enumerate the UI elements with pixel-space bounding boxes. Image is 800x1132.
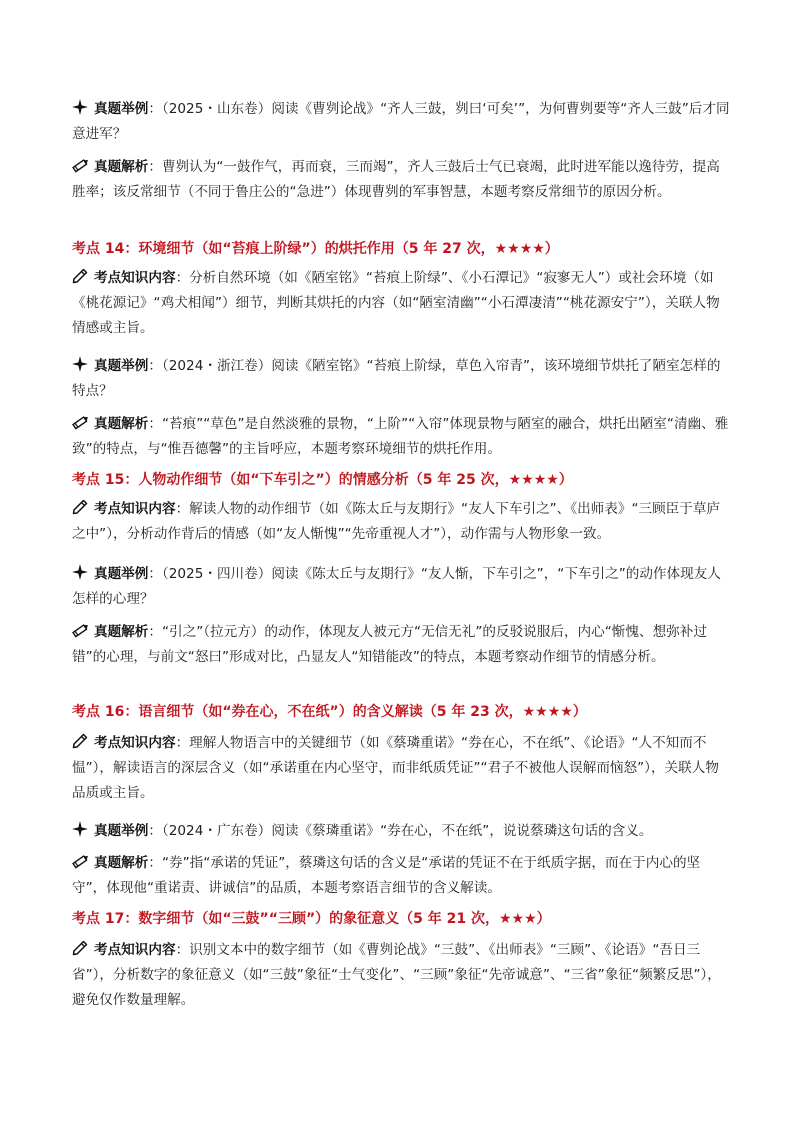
knowledge-content: 考点知识内容：理解人物语言中的关键细节（如《蔡璘重诺》“券在心，不在纸”、《论语》“人不知而不愠”），解读语言的深层含义（如“承诺重在内心坚守，而非纸质凭证”“君子不被他人误解而恼怒”），关联人物品质或主旨。 <box>72 735 719 801</box>
pen-icon <box>72 268 90 284</box>
knowledge-content: 考点知识内容：解读人物的动作细节（如《陈太丘与友期行》“友人下车引之”、《出师表》“三顾臣于草庐之中”），分析动作背后的情感（如“友人惭愧”“先帝重视人才”），动作需与人物形象一致。 <box>72 501 721 542</box>
pencil-icon <box>72 853 90 869</box>
exam-example: 真题举例：（2025・山东卷）阅读《曹刿论战》“齐人三鼓，刿曰‘可矣’”，为何曹刿要等“齐人三鼓”后才同意进军？ <box>72 101 730 142</box>
pencil-icon <box>72 157 90 173</box>
pen-icon <box>72 499 90 515</box>
exam-analysis: 真题解析：“券”指“承诺的凭证”，蔡璘这句话的含义是“承诺的凭证不在于纸质字据，而在于内心的坚守”，体现他“重诺责、讲诚信”的品质，本题考察语言细节的含义解读。 <box>72 855 701 896</box>
section-heading-14: 考点 14：环境细节（如“苔痕上阶绿”）的烘托作用（5 年 27 次，★★★★） <box>72 241 559 257</box>
knowledge-content: 考点知识内容：识别文本中的数字细节（如《曹刿论战》“三鼓”、《出师表》“三顾”、《论语》“吾日三省”），分析数字的象征意义（如“三鼓”象征“士气变化”、“三顾”象征“先帝诚意”、“三省”象征“频繁反思”），避免仅作数量理解。 <box>72 942 721 1008</box>
exam-analysis: 真题解析：“苔痕”“草色”是自然淡雅的景物，“上阶”“入帘”体现景物与陋室的融合，烘托出陋室“清幽、雅致”的特点，与“惟吾德馨”的主旨呼应，本题考察环境细节的烘托作用。 <box>72 416 729 457</box>
pen-icon <box>72 940 90 956</box>
exam-example: 真题举例：（2024・广东卷）阅读《蔡璘重诺》“券在心，不在纸”，说说蔡璘这句话的含义。 <box>72 819 732 844</box>
diamond-bullet-icon <box>72 356 90 372</box>
diamond-bullet-icon <box>72 564 90 580</box>
exam-analysis: 真题解析：曹刿认为“一鼓作气，再而衰，三而竭”，齐人三鼓后士气已衰竭，此时进军能以逸待劳，提高胜率；该反常细节（不同于鲁庄公的“急进”）体现曹刿的军事智慧，本题考察反常细节的原因分析。 <box>72 159 720 200</box>
section-heading-15: 考点 15：人物动作细节（如“下车引之”）的情感分析（5 年 25 次，★★★★） <box>72 472 573 488</box>
section-heading-17: 考点 17：数字细节（如“三鼓”“三顾”）的象征意义（5 年 21 次，★★★） <box>72 911 551 927</box>
exam-analysis: 真题解析：“引之”（拉元方）的动作，体现友人被元方“无信无礼”的反驳说服后，内心“惭愧、想弥补过错”的心理，与前文“怒曰”形成对比，凸显友人“知错能改”的特点，本题考察动作细节的情感分析。 <box>72 624 707 665</box>
knowledge-content: 考点知识内容：分析自然环境（如《陋室铭》“苔痕上阶绿”、《小石潭记》“寂寥无人”）或社会环境（如《桃花源记》“鸡犬相闻”）细节，判断其烘托的内容（如“陋室清幽”“小石潭凄清”“桃花源安宁”），关联人物情感或主旨。 <box>72 270 720 336</box>
diamond-bullet-icon <box>72 821 90 837</box>
exam-example: 真题举例：（2025・四川卷）阅读《陈太丘与友期行》“友人惭，下车引之”，“下车引之”的动作体现友人怎样的心理？ <box>72 566 721 607</box>
section-heading-16: 考点 16：语言细节（如“券在心，不在纸”）的含义解读（5 年 23 次，★★★★） <box>72 704 587 720</box>
diamond-bullet-icon <box>72 99 90 115</box>
pencil-icon <box>72 414 90 430</box>
exam-example: 真题举例：（2024・浙江卷）阅读《陋室铭》“苔痕上阶绿，草色入帘青”，该环境细节烘托了陋室怎样的特点？ <box>72 358 721 399</box>
pen-icon <box>72 733 90 749</box>
pencil-icon <box>72 622 90 638</box>
